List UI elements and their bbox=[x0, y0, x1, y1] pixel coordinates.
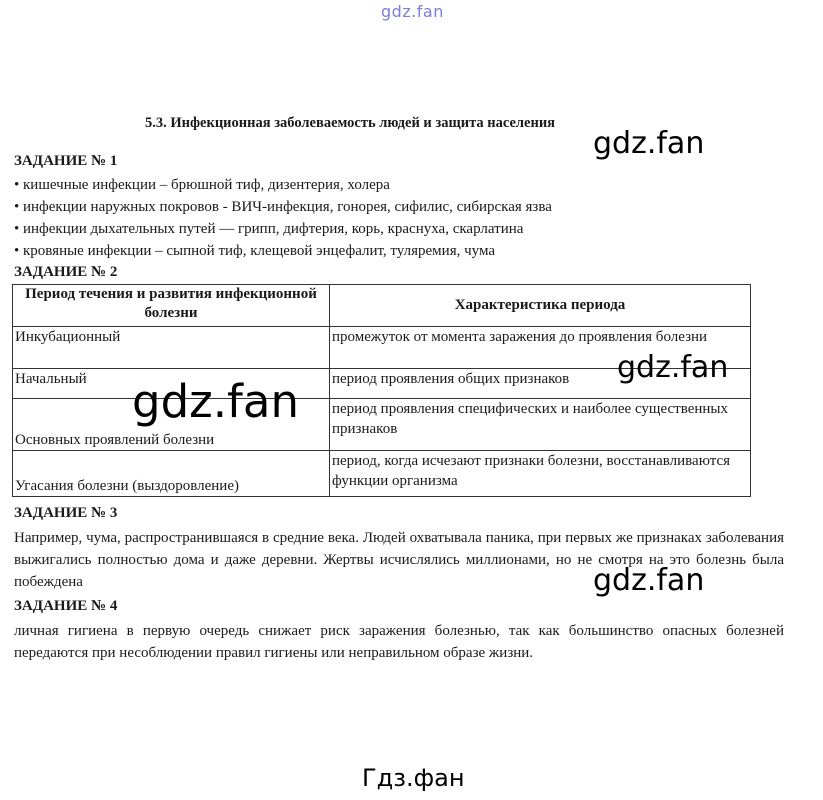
watermark-right-2: gdz.fan bbox=[617, 350, 729, 385]
watermark-left-big: gdz.fan bbox=[132, 375, 299, 428]
watermark-footer: Гдз.фан bbox=[362, 764, 465, 792]
table-cell-period: Начальный bbox=[13, 369, 330, 399]
task4-text: личная гигиена в первую очередь снижает риск заражения болезнью, так как большинство опасных болезней передаются при несоблюдении правил гигиены или неправильном образе жизни. bbox=[14, 623, 784, 661]
table-header-period: Период течения и развития инфекционной болезни bbox=[13, 285, 330, 327]
table-header-row bbox=[13, 285, 751, 327]
table-cell-description: промежуток от момента заражения до проявления болезни bbox=[330, 327, 751, 369]
task2-heading: ЗАДАНИЕ № 2 bbox=[14, 264, 118, 280]
table-cell-description: период проявления специфических и наиболее существенных признаков bbox=[330, 399, 751, 451]
table-cell-period: Угасания болезни (выздоровление) bbox=[13, 451, 330, 497]
watermark-right-1: gdz.fan bbox=[593, 126, 705, 161]
table-cell-period: Основных проявлений болезни bbox=[13, 399, 330, 451]
task1-item: • инфекции дыхательных путей — грипп, дифтерия, корь, краснуха, скарлатина bbox=[14, 221, 524, 237]
table-cell-description: период, когда исчезают признаки болезни, восстанавливаются функции организма bbox=[330, 451, 751, 497]
task1-item: • кишечные инфекции – брюшной тиф, дизентерия, холера bbox=[14, 177, 390, 193]
periods-table bbox=[12, 284, 751, 497]
watermark-right-3: gdz.fan bbox=[593, 563, 705, 598]
table-header-characteristic: Характеристика периода bbox=[330, 285, 751, 327]
table-cell-period: Инкубационный bbox=[13, 327, 330, 369]
task1-item: • инфекции наружных покровов - ВИЧ-инфекция, гонорея, сифилис, сибирская язва bbox=[14, 199, 552, 215]
task4-heading: ЗАДАНИЕ № 4 bbox=[14, 598, 118, 614]
table-row bbox=[13, 399, 751, 451]
table-cell-description: период проявления общих признаков bbox=[330, 369, 751, 399]
task3-text: Например, чума, распространившаяся в средние века. Людей охватывала паника, при первых же признаках заболевания выжигались полностью дома и даже деревни. Жертвы исчислялись миллионами, но не смотря на это болезнь была побеждена bbox=[14, 530, 784, 590]
watermark-top: gdz.fan bbox=[381, 2, 444, 21]
page-title: 5.3. Инфекционная заболеваемость людей и защита населения bbox=[145, 115, 556, 131]
task1-heading: ЗАДАНИЕ № 1 bbox=[14, 153, 118, 169]
table-row bbox=[13, 451, 751, 497]
task3-heading: ЗАДАНИЕ № 3 bbox=[14, 505, 118, 521]
task1-item: • кровяные инфекции – сыпной тиф, клещевой энцефалит, туляремия, чума bbox=[14, 243, 495, 259]
